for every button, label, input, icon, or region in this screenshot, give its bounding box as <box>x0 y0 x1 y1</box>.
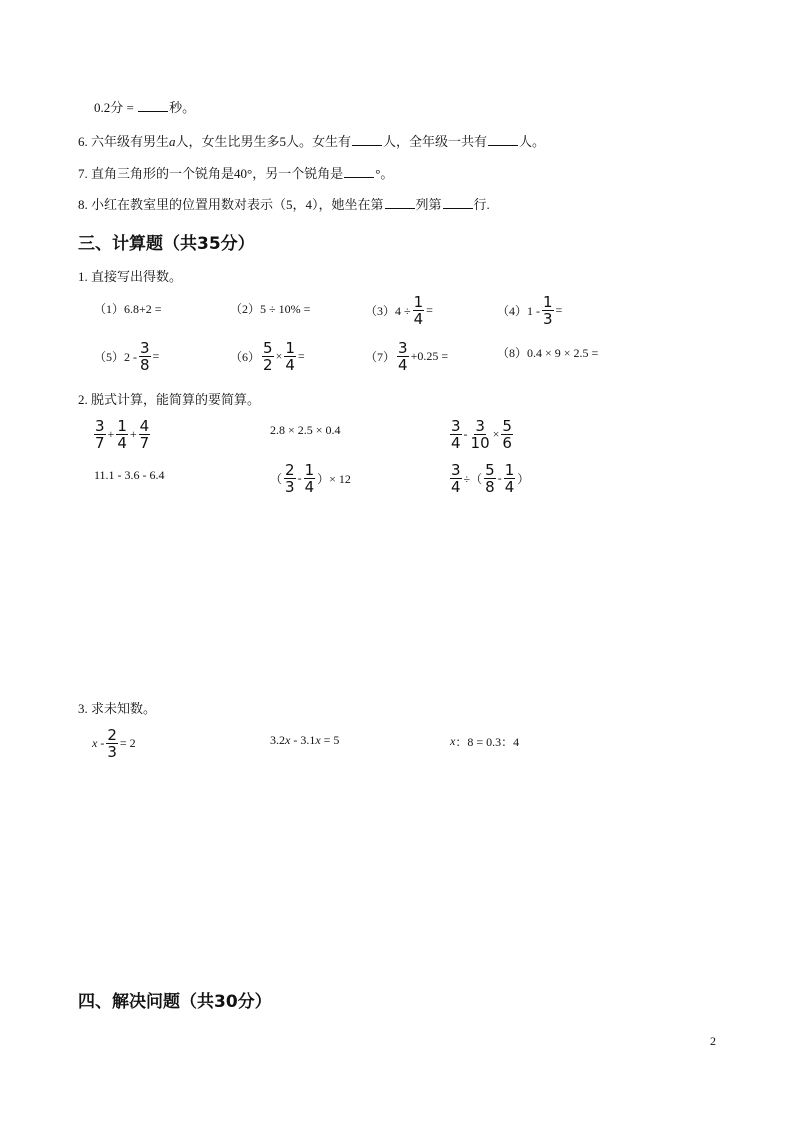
answer-blank[interactable] <box>443 196 473 209</box>
equation-item-b: 3.2 x - 3.1 x = 5 <box>270 733 340 747</box>
simplify-item-b: 2.8 × 2.5 × 0.4 <box>270 423 341 437</box>
question-1-prompt: 1. 直接写出得数。 <box>78 269 183 284</box>
fraction: $\frac{2}{3}$ <box>285 461 295 496</box>
fraction: $\frac{1}{4}$ <box>117 417 127 452</box>
section-3-heading: 三、计算题（共35分） <box>78 234 255 254</box>
question-8: 8. 小红在教室里的位置用数对表示（5，4），她坐在第 列第 行. <box>78 197 490 212</box>
answer-blank[interactable] <box>385 196 415 209</box>
fraction: $\frac{3}{10}$ <box>470 417 490 452</box>
fraction: $\frac{5}{8}$ <box>485 461 495 496</box>
question-6: 6. 六年级有男生a人，女生比男生多5人。女生有 人，全年级一共有 人。 <box>78 134 546 149</box>
section-4-heading: 四、解决问题（共30分） <box>78 992 272 1012</box>
page-number: 2 <box>710 1034 716 1048</box>
fraction: $\frac{3}{4}$ <box>451 417 461 452</box>
simplify-item-d: 11.1 - 3.6 - 6.4 <box>94 468 165 482</box>
answer-blank[interactable] <box>138 99 168 112</box>
answer-blank[interactable] <box>352 133 382 146</box>
fraction: $\frac{2}{3}$ <box>107 726 117 761</box>
calc-item-6: （6） $\frac{5}{2}$ × $\frac{1}{4}$ = <box>230 339 305 374</box>
answer-blank[interactable] <box>488 133 518 146</box>
fraction: $\frac{1}{4}$ <box>285 339 295 374</box>
fraction: $\frac{4}{7}$ <box>139 417 150 452</box>
calc-item-2: （2）5 ÷ 10% = <box>230 302 311 316</box>
simplify-item-a: $\frac{3}{7}$ + $\frac{1}{4}$ + $\frac{4}{7}$ <box>95 417 150 452</box>
fraction: $\frac{3}{7}$ <box>95 417 105 452</box>
equation-item-c: x ：8 = 0.3：4 <box>450 734 520 749</box>
convert-line: 0.2分 = 秒。 <box>94 100 196 115</box>
fraction: $\frac{3}{4}$ <box>451 461 461 496</box>
calc-item-8: （8）0.4 × 9 × 2.5 = <box>497 346 599 360</box>
calc-item-7: （7） $\frac{3}{4}$ +0.25 = <box>365 339 449 374</box>
fraction: $\frac{3}{4}$ <box>398 339 408 374</box>
simplify-item-f: $\frac{3}{4}$ ÷（ $\frac{5}{8}$ - $\frac{1}{4}$ ） <box>451 461 530 496</box>
fraction: $\frac{1}{4}$ <box>304 461 315 496</box>
calc-item-3: （3）4 ÷ $\frac{1}{4}$ = <box>365 293 433 328</box>
simplify-item-e: （ $\frac{2}{3}$ - $\frac{1}{4}$ ）× 12 <box>270 461 351 496</box>
answer-blank[interactable] <box>344 165 374 178</box>
calc-item-1: （1）6.8+2 = <box>94 302 162 316</box>
fraction: $\frac{5}{2}$ <box>263 339 273 374</box>
fraction: $\frac{3}{8}$ <box>140 339 150 374</box>
calc-item-4: （4）1 - $\frac{1}{3}$ = <box>497 293 563 328</box>
fraction: $\frac{1}{4}$ <box>413 293 424 328</box>
calc-item-5: （5）2 - $\frac{3}{8}$ = <box>94 339 160 374</box>
fraction: $\frac{1}{3}$ <box>543 293 553 328</box>
question-7: 7. 直角三角形的一个锐角是40°，另一个锐角是 °。 <box>78 166 394 181</box>
question-3-prompt: 3. 求未知数。 <box>78 701 157 716</box>
equation-item-a: x - $\frac{2}{3}$ = 2 <box>92 726 136 761</box>
fraction: $\frac{1}{4}$ <box>504 461 515 496</box>
fraction: $\frac{5}{6}$ <box>502 417 512 452</box>
question-2-prompt: 2. 脱式计算，能简算的要简算。 <box>78 392 261 407</box>
simplify-item-c: $\frac{3}{4}$ - $\frac{3}{10}$ × $\frac{5}{6}$ <box>451 417 512 452</box>
